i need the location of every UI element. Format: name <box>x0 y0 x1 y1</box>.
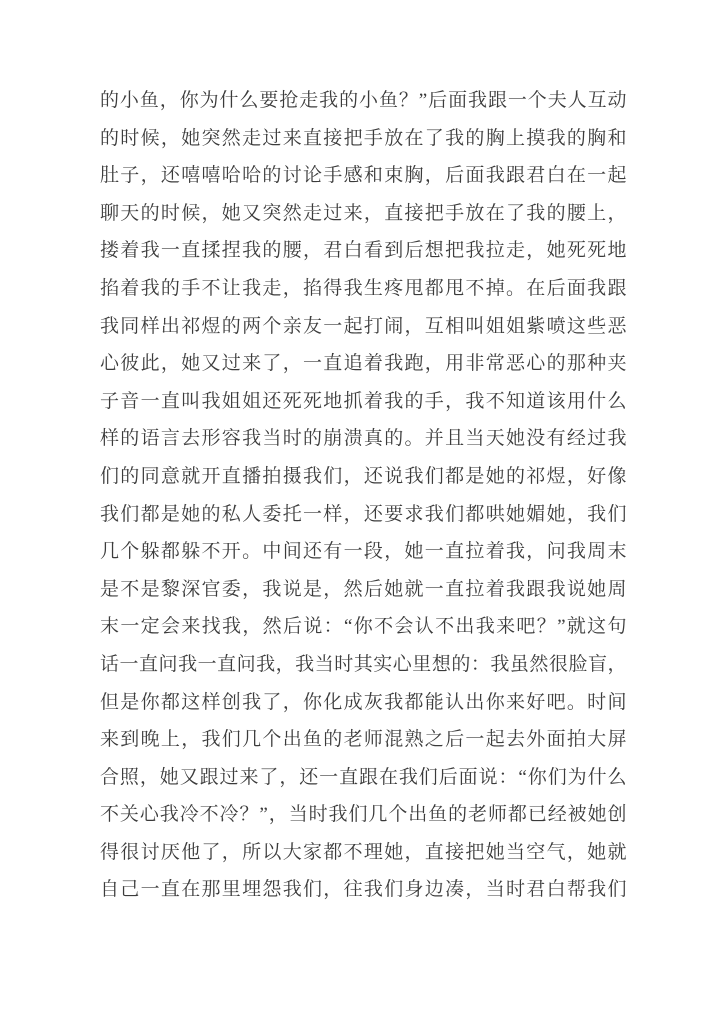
text-line: 我们都是她的私人委托一样，还要求我们都哄她媚她，我们 <box>100 503 627 525</box>
text-line: 来到晚上，我们几个出鱼的老师混熟之后一起去外面拍大屏 <box>100 729 627 751</box>
text-line: 们的同意就开直播拍摄我们，还说我们都是她的祁煜，好像 <box>100 465 627 487</box>
text-line: 的小鱼，你为什么要抢走我的小鱼？”后面我跟一个夫人互动 <box>100 90 627 111</box>
text-line: 话一直问我一直问我，我当时其实心里想的：我虽然很脸盲， <box>100 653 627 675</box>
text-line: 不关心我冷不冷？”，当时我们几个出鱼的老师都已经被她创 <box>100 804 627 826</box>
text-line: 肚子，还嘻嘻哈哈的讨论手感和束胸，后面我跟君白在一起 <box>100 165 627 187</box>
text-block <box>100 82 627 909</box>
text-line: 样的语言去形容我当时的崩溃真的。并且当天她没有经过我 <box>100 428 627 450</box>
text-line: 心彼此，她又过来了，一直追着我跑，用非常恶心的那种夹 <box>100 353 627 375</box>
text-line: 自己一直在那里埋怨我们，往我们身边凑，当时君白帮我们 <box>100 879 627 901</box>
text-line: 合照，她又跟过来了，还一直跟在我们后面说：“你们为什么 <box>100 766 627 788</box>
text-line: 聊天的时候，她又突然走过来，直接把手放在了我的腰上， <box>100 202 627 224</box>
text-line: 得很讨厌他了，所以大家都不理她，直接把她当空气，她就 <box>100 841 627 863</box>
text-line: 末一定会来找我，然后说：“你不会认不出我来吧？”就这句 <box>100 616 627 638</box>
text-line: 我同样出祁煜的两个亲友一起打闹，互相叫姐姐紫喷这些恶 <box>100 315 627 337</box>
text-line: 但是你都这样创我了，你化成灰我都能认出你来好吧。时间 <box>100 691 627 713</box>
text-line: 几个躲都躲不开。中间还有一段，她一直拉着我，问我周末 <box>100 541 627 563</box>
text-line: 的时候，她突然走过来直接把手放在了我的胸上摸我的胸和 <box>100 127 627 149</box>
text-line: 搂着我一直揉捏我的腰，君白看到后想把我拉走，她死死地 <box>100 240 627 262</box>
text-line: 掐着我的手不让我走，掐得我生疼甩都甩不掉。在后面我跟 <box>100 277 627 299</box>
text-line: 是不是黎深官委，我说是，然后她就一直拉着我跟我说她周 <box>100 578 627 600</box>
text-line: 子音一直叫我姐姐还死死地抓着我的手，我不知道该用什么 <box>100 390 627 412</box>
